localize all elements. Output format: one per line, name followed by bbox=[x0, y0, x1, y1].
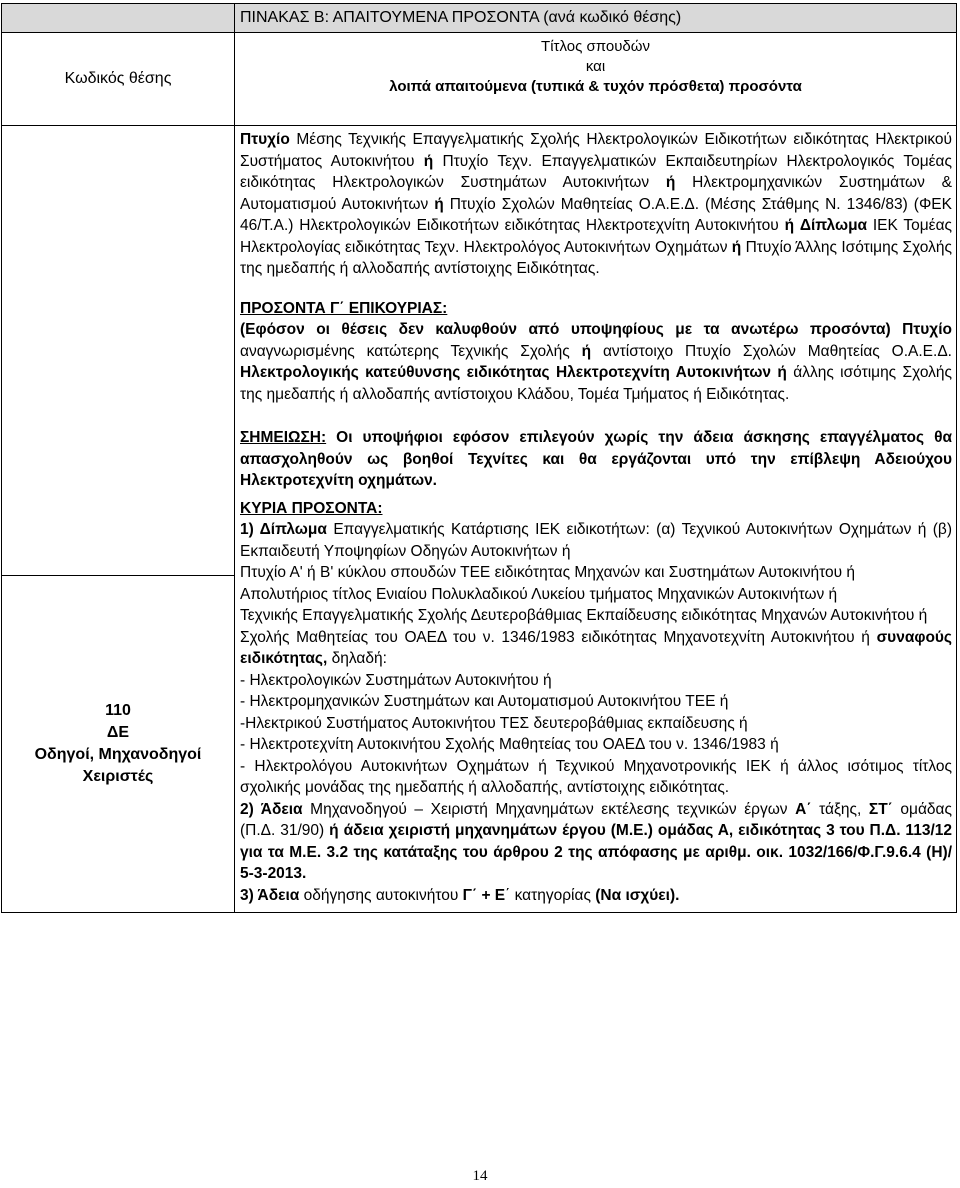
specialty-list-item: -Ηλεκτρικού Συστήματος Αυτοκινήτου ΤΕΣ δευτεροβάθμιας εκπαίδευσης ή bbox=[240, 714, 748, 732]
main-item-1-oaed bbox=[240, 627, 952, 670]
text-run: Δίπλωμα bbox=[799, 217, 868, 234]
text-run: ή άδεια χειριστή μηχανημάτων έργου (Μ.Ε.) ομάδας Α, ειδικότητας 3 του Π.Δ. 113/12 για τα Μ.Ε. 3.2 της κατάταξης του άρθρου 2 της απόφασης με αριθμ. οικ. 1032/166/Φ.Γ.9.6.4 (Η)/ 5-3-2013. bbox=[240, 822, 952, 882]
aux-c-qualifications bbox=[240, 298, 952, 320]
specialty-list-item: - Ηλεκτροτεχνίτη Αυτοκινήτου Σχολής Μαθητείας του ΟΑΕΔ του ν. 1346/1983 ή bbox=[240, 736, 779, 753]
page-number: 14 bbox=[472, 1168, 488, 1184]
main-item-2 bbox=[240, 799, 952, 885]
main-qualifications bbox=[240, 498, 952, 520]
text-run: Α΄ bbox=[795, 800, 812, 818]
text-run: ΙΕΚ Τομέας Ηλεκτρολογίας ειδικότητας Τεχν. Ηλεκτρολόγος Αυτοκινήτων Οχημάτων bbox=[240, 217, 953, 256]
main-item-1 bbox=[240, 519, 952, 562]
aux-c-paragraph bbox=[240, 319, 952, 405]
text-run: Πτυχίο bbox=[240, 131, 290, 148]
position-code: 110 bbox=[105, 702, 131, 719]
main-item-1-line-0: Πτυχίο Α' ή Β' κύκλου σπουδών ΤΕΕ ειδικότητας Μηχανών και Συστημάτων Αυτοκινήτου ή bbox=[240, 564, 856, 581]
text-run: ή bbox=[434, 195, 444, 213]
text-run: Γ΄ + Ε bbox=[462, 886, 506, 904]
text-run: Πτυχίο Τεχν. Επαγγελματικών Εκπαιδευτηρίων Ηλεκτρολογικός Τομέας ειδικότητας Ηλεκτρολογικών Συστημάτων Αυτοκινήτων bbox=[240, 152, 952, 191]
text-run: δηλαδή: bbox=[327, 650, 387, 667]
text-run: (Εφόσον οι θέσεις δεν καλυφθούν από υποψηφίους με τα ανωτέρω προσόντα) bbox=[240, 321, 891, 338]
text-run: ΣΤ΄ bbox=[868, 800, 893, 818]
text-run: ομάδας (Π.Δ. 31/90) bbox=[240, 800, 952, 839]
column-header-qualifications bbox=[235, 33, 957, 126]
text-run: αναγνωρισμένης κατώτερης Τεχνικής Σχολής bbox=[240, 342, 582, 360]
position-cell-top bbox=[2, 126, 235, 576]
text-run: ή bbox=[784, 217, 795, 234]
position-category: ΔΕ bbox=[106, 724, 130, 741]
qualifications-table bbox=[1, 3, 957, 913]
main-item-1-line-1: Απολυτήριος τίτλος Ενιαίου Πολυκλαδικού Λυκείου τμήματος Μηχανικών Αυτοκινήτων ή bbox=[240, 585, 838, 603]
banner-left-cell bbox=[2, 4, 235, 33]
position-cell bbox=[2, 576, 235, 913]
text-run: Σχολής Μαθητείας του ΟΑΕΔ του ν. 1346/1983 ειδικότητας Μηχανοτεχνίτη Αυτοκινήτου ή bbox=[240, 628, 877, 646]
column-header-position-code: Κωδικός θέσης bbox=[2, 33, 235, 126]
position-title-line2: Χειριστές bbox=[82, 768, 154, 785]
text-run: άλλης ισότιμης Σχολής της ημεδαπής ή αλλοδαπής αντίστοιχου Κλάδου, Τομέα Τμήματος ή Ειδικότητας. bbox=[240, 364, 952, 403]
aux-c-heading: ΠΡΟΣΟΝΤΑ Γ΄ ΕΠΙΚΟΥΡΙΑΣ: bbox=[240, 299, 448, 317]
text-run: Ηλεκτρολογικής κατεύθυνσης ειδικότητας Ηλεκτροτεχνίτη Αυτοκινήτων ή bbox=[240, 364, 787, 381]
text-run: 2) Άδεια bbox=[240, 800, 303, 818]
text-run: Επαγγελματικής Κατάρτισης ΙΕΚ ειδικοτήτων: (α) Τεχνικού Αυτοκινήτων Οχημάτων ή (β) Εκπαιδευτή Υποψηφίων Οδηγών Αυτοκινήτων ή bbox=[240, 521, 952, 560]
text-run: ή bbox=[423, 152, 434, 170]
text-run: (Να ισχύει). bbox=[595, 886, 680, 904]
text-run bbox=[891, 321, 902, 338]
text-run: ή bbox=[665, 174, 676, 191]
text-run: συναφούς ειδικότητας, bbox=[240, 628, 952, 667]
table-banner-title: ΠΙΝΑΚΑΣ Β: ΑΠΑΙΤΟΥΜΕΝΑ ΠΡΟΣΟΝΤΑ (ανά κωδικό θέσης) bbox=[235, 4, 957, 33]
position-title-line1: Οδηγοί, Μηχανοδηγοί bbox=[34, 746, 202, 763]
note-paragraph bbox=[240, 427, 952, 492]
main-item-1-line-2: Τεχνικής Επαγγελματικής Σχολής Δευτεροβάθμιας Εκπαίδευσης ειδικότητας Μηχανών Αυτοκινήτου ή bbox=[240, 607, 928, 624]
text-run: ή bbox=[581, 342, 592, 360]
text-run: ΄ κατηγορίας bbox=[505, 886, 596, 904]
text-run: 1) Δίπλωμα bbox=[240, 521, 327, 538]
specialty-list-item: - Ηλεκτρολόγου Αυτοκινήτων Οχημάτων ή Τεχνικού Μηχανοτρονικής ΙΕΚ ή άλλος ισότιμος τίτλος σχολικής μονάδας της ημεδαπής ή αλλοδαπής, αντίστοιχης ειδικότητας. bbox=[240, 757, 952, 796]
text-run: Πτυχίο Σχολών Μαθητείας Ο.Α.Ε.Δ. (Μέσης Στάθμης Ν. 1346/83) (ΦΕΚ 46/Τ.Α.) Ηλεκτρολογικών Ειδικοτήτων ειδικότητας Ηλεκτροτεχνίτη Αυτοκινήτου bbox=[240, 195, 952, 234]
main-item-3 bbox=[240, 885, 952, 907]
specialty-list-item: - Ηλεκτρομηχανικών Συστημάτων και Αυτοματισμού Αυτοκινήτου ΤΕΕ ή bbox=[240, 693, 729, 710]
column-header-line1: Τίτλος σπουδών bbox=[541, 38, 650, 55]
text-run: 3) Άδεια bbox=[240, 886, 300, 904]
text-run: ή bbox=[731, 238, 742, 256]
text-run: Πτυχίο Άλλης Ισότιμης Σχολής της ημεδαπής ή αλλοδαπής αντίστοιχης Ειδικότητας. bbox=[240, 238, 952, 277]
text-run: οδήγησης αυτοκινήτου bbox=[299, 886, 463, 904]
note-heading: ΣΗΜΕΙΩΣΗ: bbox=[240, 429, 327, 446]
column-header-line2: και bbox=[585, 58, 606, 75]
text-run: Ηλεκτρομηχανικών Συστημάτων & Αυτοματισμού Αυτοκινήτων bbox=[240, 174, 952, 213]
primary-qualification-paragraph bbox=[240, 129, 952, 280]
note-text: Οι υποψήφιοι εφόσον επιλεγούν χωρίς την άδεια άσκησης επαγγέλματος θα απασχοληθούν ως βοηθοί Τεχνίτες και θα εργάζονται υπό την επίβλεψη Αδειούχου Ηλεκτροτεχνίτη οχημάτων. bbox=[240, 429, 952, 489]
main-heading: ΚΥΡΙΑ ΠΡΟΣΟΝΤΑ: bbox=[240, 499, 383, 517]
qualifications-cell bbox=[235, 126, 957, 913]
text-run: Μέσης Τεχνικής Επαγγελματικής Σχολής Ηλεκτρολογικών Ειδικοτήτων ειδικότητας Ηλεκτρικού Συστήματος Αυτοκινήτου bbox=[240, 131, 952, 170]
specialty-list-item: - Ηλεκτρολογικών Συστημάτων Αυτοκινήτου ή bbox=[240, 671, 552, 689]
text-run: τάξης, bbox=[811, 800, 869, 818]
text-run: Πτυχίο bbox=[902, 321, 952, 338]
text-run: Μηχανοδηγού – Χειριστή Μηχανημάτων εκτέλεσης τεχνικών έργων bbox=[302, 800, 796, 818]
column-header-line3: λοιπά απαιτούμενα (τυπικά & τυχόν πρόσθετα) προσόντα bbox=[389, 78, 802, 95]
text-run: αντίστοιχο Πτυχίο Σχολών Μαθητείας Ο.Α.Ε.Δ. bbox=[591, 342, 952, 360]
